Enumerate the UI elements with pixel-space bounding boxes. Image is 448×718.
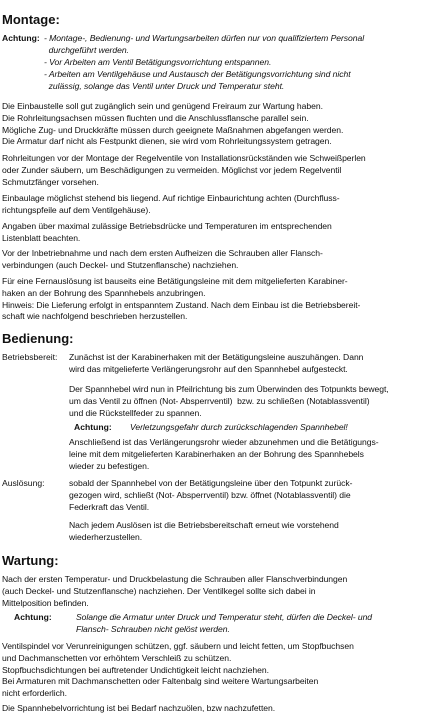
ausloesung-label: Auslösung: — [2, 478, 45, 488]
betriebsbereit-text-1: Zunächst ist der Karabinerhaken mit der Betätigungsleine auszuhängen. Dann wird das mitgelieferte Verlängerungsrohr auf den Spannhebel aufgesteckt. — [69, 352, 364, 374]
montage-paragraph-5: Vor der Inbetriebnahme und nach dem ersten Aufheizen die Schrauben aller Flansch- verbindungen (auch Deckel- und Stutzenflansche) nachziehen. — [2, 248, 323, 270]
montage-achtung-label: Achtung: — [2, 33, 40, 43]
bedienung-achtung-label: Achtung: — [74, 422, 112, 432]
wartung-achtung-label: Achtung: — [14, 612, 52, 622]
bedienung-heading: Bedienung: — [2, 331, 74, 346]
betriebsbereit-text-2: Der Spannhebel wird nun in Pfeilrichtung bis zum Überwinden des Totpunkts bewegt, um das Ventil zu öffnen (Not- Absperrventil) bzw. zu schließen (Notablassventil) und die Rückstellfeder zu spannen. — [69, 384, 389, 418]
montage-warning-1: - Montage-, Bedienung- und Wartungsarbeiten dürfen nur von qualifiziertem Personal durchgeführt werden. — [44, 33, 365, 55]
ausloesung-text-2: Nach jedem Auslösen ist die Betriebsbereitschaft erneut wie vorstehend wiederherzustellen. — [69, 520, 339, 542]
wartung-paragraph-1: Nach der ersten Temperatur- und Druckbelastung die Schrauben aller Flanschverbindungen (auch Deckel- und Stutzenflansche) nachziehen. Der Ventilkegel sollte sich dabei in Mittelposition befinden. — [2, 574, 348, 608]
montage-paragraph-4: Angaben über maximal zulässige Betriebsdrücke und Temperaturen im entsprechenden Listenblatt beachten. — [2, 221, 332, 243]
montage-paragraph-2: Rohrleitungen vor der Montage der Regelventile von Installationsrückständen wie Schweißperlen oder Zunder säubern, um Beschädigungen zu vermeiden. Möglichst vor jedem Regelventil Schmutzfänger vorsehen. — [2, 153, 366, 187]
wartung-achtung-text: Solange die Armatur unter Druck und Temperatur steht, dürfen die Deckel- und Flansch- Schrauben nicht gelöst werden. — [76, 612, 373, 634]
bedienung-achtung-text: Verletzungsgefahr durch zurückschlagenden Spannhebel! — [130, 422, 348, 432]
montage-warning-2: - Vor Arbeiten am Ventil Betätigungsvorrichtung entspannen. — [44, 57, 272, 67]
montage-heading: Montage: — [2, 12, 60, 27]
betriebsbereit-text-3: Anschließend ist das Verlängerungsrohr wieder abzunehmen und die Betätigungs- leine mit dem mitgelieferten Karabinerhaken an der Bohrung des Spannhebels wieder zu befestigen. — [69, 437, 379, 471]
montage-warning-3: - Arbeiten am Ventilgehäuse und Austausch der Betätigungsvorrichtung sind nicht zulässig, solange das Ventil unter Druck und Temperatur steht. — [44, 69, 351, 91]
ausloesung-text-1: sobald der Spannhebel von der Betätigungsleine über den Totpunkt zurück- gezogen wird, schließt (Not- Absperrventil) bzw. öffnet (Notablassventil) die Federkraft das Ventil. — [69, 478, 353, 512]
betriebsbereit-label: Betriebsbereit: — [2, 352, 58, 362]
wartung-paragraph-3: Die Spannhebelvorrichtung ist bei Bedarf nachzuölen, bzw nachzufetten. — [2, 703, 276, 713]
montage-paragraph-1: Die Einbaustelle soll gut zugänglich sein und genügend Freiraum zur Wartung haben. Die Rohrleitungsachsen müssen fluchten und die Anschlussflansche parallel sein. Mögliche Zug- und Druckkräfte müssen durch geeignete Maßnahmen abgefangen werden. Die Armatur darf nicht als Festpunkt dienen, sie wird vom Rohrleitungssystem getragen. — [2, 101, 344, 147]
montage-paragraph-6: Für eine Fernauslösung ist bauseits eine Betätigungsleine mit dem mitgelieferten Karabiner- haken an der Bohrung des Spannhebels anzubringen. Hinweis: Die Lieferung erfolgt in entspanntem Zustand. Nach dem Einbau ist die Betriebsbereit- schaft wie nachfolgend beschrieben herzustellen. — [2, 276, 361, 322]
montage-paragraph-3: Einbaulage möglichst stehend bis liegend. Auf richtige Einbaurichtung achten (Durchfluss- richtungspfeile auf dem Ventilgehäuse). — [2, 193, 340, 215]
wartung-heading: Wartung: — [2, 553, 59, 568]
wartung-paragraph-2: Ventilspindel vor Verunreinigungen schützen, ggf. säubern und leicht fetten, um Stopfbuchsen und Dachmanschetten vor erhöhtem Verschleiß zu schützen. Stopfbuchsdichtungen bei auftretender Undichtigkeit leicht nachziehen. Bei Armaturen mit Dachmanschetten oder Faltenbalg sind weitere Wartungsarbeiten nicht erforderlich. — [2, 641, 354, 699]
